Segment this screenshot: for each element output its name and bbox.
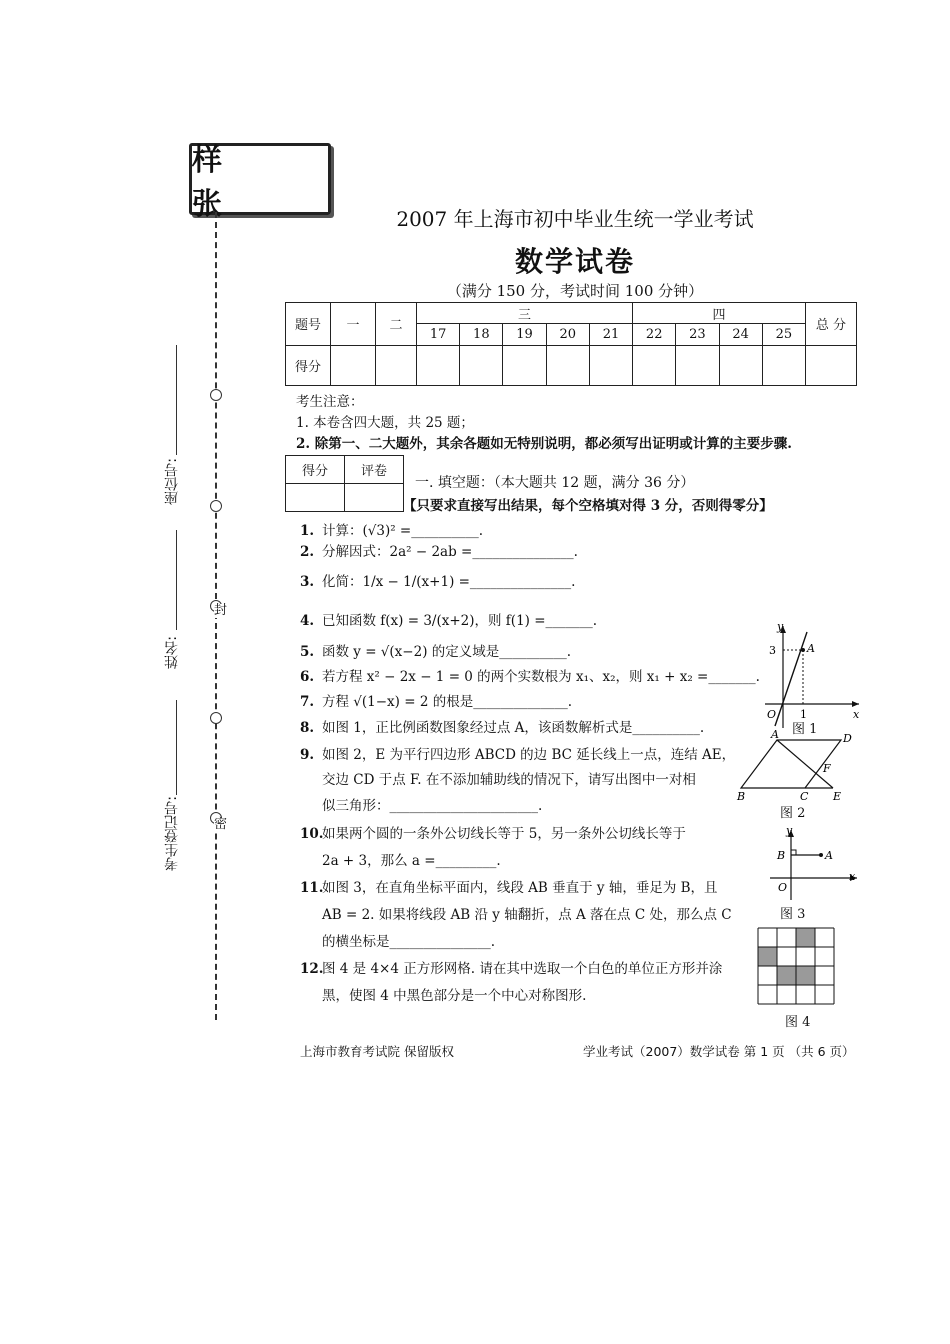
score-cell[interactable]: [806, 345, 857, 386]
point-label: E: [833, 790, 842, 802]
seal-char-mi: 密: [214, 817, 228, 832]
question-1: [300, 519, 483, 539]
question-text: 若方程 x² − 2x − 1 = 0 的两个实数根为 x₁、x₂，则 x₁ + x₂ =_______.: [322, 669, 760, 685]
question-number: 11.: [300, 880, 324, 896]
question-8: [300, 716, 704, 736]
question-6: [300, 665, 760, 685]
question-12: [300, 957, 722, 977]
grid-lines: [758, 928, 834, 1004]
score-cell[interactable]: [676, 345, 719, 386]
tick-x-label: 1: [800, 708, 807, 721]
score-cell[interactable]: [417, 345, 460, 386]
question-10: [300, 822, 686, 842]
question-number: 3.: [300, 574, 315, 590]
question-text: 如果两个圆的一条外公切线长等于 5，另一条外公切线长等于: [322, 826, 686, 842]
notes-item: 2. 除第一、二大题外，其余各题如无特别说明，都必须写出证明或计算的主要步骤.: [296, 436, 792, 452]
question-text: 方程 √(1−x) = 2 的根是______________.: [322, 694, 573, 710]
question-text: 已知函数 f(x) = 3/(x+2)，则 f(1) =_______.: [322, 613, 598, 629]
score-cell[interactable]: [719, 345, 762, 386]
question-9-cont: 似三角形：______________________.: [322, 798, 543, 814]
question-3: [300, 570, 575, 590]
question-5: [300, 640, 571, 660]
item-number: 23: [676, 324, 719, 345]
question-number: 5.: [300, 644, 315, 660]
item-number: 19: [503, 324, 546, 345]
score-cell[interactable]: [589, 345, 632, 386]
question-number: 2.: [300, 544, 315, 560]
grade-box: [285, 455, 404, 512]
point-label: C: [800, 790, 809, 802]
x-axis-arrow: [852, 701, 859, 707]
figure-1-caption: 图 1: [792, 722, 818, 737]
point-label: B: [777, 849, 786, 862]
question-number: 10.: [300, 826, 324, 842]
question-text: 计算：(√3)² =__________.: [322, 523, 484, 539]
col-one: 一: [331, 303, 376, 346]
score-table: [285, 302, 857, 386]
question-number: 8.: [300, 720, 315, 736]
score-cell[interactable]: [503, 345, 546, 386]
col-two: 二: [376, 303, 417, 346]
sample-stamp: 样 张: [189, 143, 331, 215]
question-number: 6.: [300, 669, 315, 685]
figure-2-caption: 图 2: [780, 806, 806, 821]
item-number: 25: [762, 324, 805, 345]
right-angle-mark: [791, 850, 796, 855]
footer-left: 上海市教育考试院 保留版权: [300, 1044, 454, 1059]
figure-4: [756, 926, 836, 1006]
point-label: A: [825, 849, 833, 862]
registration-label: 考生登记号:: [164, 796, 180, 871]
question-text: 如图 1，正比例函数图象经过点 A，该函数解析式是__________.: [322, 720, 705, 736]
item-number: 21: [589, 324, 632, 345]
col-three: 三: [417, 303, 633, 324]
shaded-cells: [758, 928, 815, 985]
question-number: 12.: [300, 961, 324, 977]
figure-3-caption: 图 3: [780, 907, 806, 922]
question-9-cont: 交边 CD 于点 F. 在不添加辅助线的情况下，请写出图中一对相: [322, 772, 696, 788]
row-label-score: 得分: [286, 345, 331, 386]
grade-box-score-cell[interactable]: [286, 484, 345, 512]
question-number: 4.: [300, 613, 315, 629]
point-a-label: A: [807, 642, 815, 655]
question-10-cont: 2a + 3，那么 a =_________.: [322, 853, 501, 869]
name-line: [176, 530, 177, 630]
point-a: [801, 648, 805, 652]
row-label-number: 题号: [286, 303, 331, 346]
grade-box-review-cell[interactable]: [345, 484, 404, 512]
question-11-cont: 的横坐标是_______________.: [322, 934, 496, 950]
question-text: 如图 3，在直角坐标平面内，线段 AB 垂直于 y 轴，垂足为 B，且: [322, 880, 718, 896]
point-a: [819, 853, 823, 857]
notes-heading: 考生注意：: [296, 394, 364, 410]
point-label: B: [737, 790, 746, 802]
point-label: D: [843, 732, 852, 745]
question-2: [300, 540, 578, 560]
grade-box-review-label: 评卷: [345, 456, 404, 484]
score-cell[interactable]: [376, 345, 417, 386]
shaded-cell: [796, 966, 815, 985]
shaded-cell: [758, 947, 777, 966]
question-text: 图 4 是 4×4 正方形网格. 请在其中选取一个白色的单位正方形并涂: [322, 961, 723, 977]
y-label: y: [777, 620, 784, 633]
binding-hole: [210, 389, 222, 401]
registration-line: [176, 700, 177, 795]
score-cell[interactable]: [460, 345, 503, 386]
seat-number-label: 座位号:: [164, 458, 180, 505]
figure-2: [735, 730, 855, 802]
shaded-cell: [777, 966, 796, 985]
score-cell[interactable]: [546, 345, 589, 386]
col-total: 总 分: [806, 303, 857, 346]
col-four: 四: [633, 303, 806, 324]
exam-title: 2007 年上海市初中毕业生统一学业考试: [396, 207, 754, 231]
seal-char-feng: 封: [214, 603, 228, 618]
question-text: 分解因式：2a² − 2ab =_______________.: [322, 544, 578, 560]
seat-number-line: [176, 345, 177, 455]
section-title: 一. 填空题：（本大题共 12 题，满分 36 分）: [415, 475, 695, 491]
origin-label: O: [778, 881, 788, 894]
x-label: x: [853, 708, 860, 721]
score-cell[interactable]: [762, 345, 805, 386]
grade-box-score-label: 得分: [286, 456, 345, 484]
question-7: [300, 690, 572, 710]
point-label: F: [823, 762, 831, 775]
notes-item: 1. 本卷含四大题，共 25 题；: [296, 415, 474, 431]
score-cell[interactable]: [633, 345, 676, 386]
binding-hole: [210, 712, 222, 724]
tick-y-label: 3: [769, 644, 776, 657]
question-text: 化简：1/x − 1/(x+1) =_______________.: [322, 574, 576, 590]
figure-3: [765, 822, 860, 904]
binding-hole: [210, 500, 222, 512]
exam-subtitle: （满分 150 分，考试时间 100 分钟）: [446, 282, 704, 300]
question-11-cont: AB = 2. 如果将线段 AB 沿 y 轴翻折，点 A 落在点 C 处，那么点 C: [322, 907, 732, 923]
figure-4-caption: 图 4: [785, 1015, 811, 1030]
paper-title: 数学试卷: [514, 245, 635, 278]
point-label: A: [771, 730, 779, 741]
question-11: [300, 876, 718, 896]
x-label: x: [849, 870, 856, 883]
name-label: 姓名:: [164, 636, 180, 669]
score-cell[interactable]: [331, 345, 376, 386]
question-9: [300, 743, 735, 763]
origin-label: O: [767, 708, 777, 721]
shaded-cell: [796, 928, 815, 947]
question-12-cont: 黑，使图 4 中黑色部分是一个中心对称图形.: [322, 988, 587, 1004]
y-label: y: [786, 824, 793, 837]
question-4: [300, 609, 597, 629]
item-number: 18: [460, 324, 503, 345]
item-number: 22: [633, 324, 676, 345]
question-text: 函数 y = √(x−2) 的定义域是__________.: [322, 644, 572, 660]
item-number: 24: [719, 324, 762, 345]
question-number: 7.: [300, 694, 315, 710]
section-instruction: 【只要求直接写出结果，每个空格填对得 3 分，否则得零分】: [403, 498, 773, 514]
question-number: 9.: [300, 747, 315, 763]
question-text: 如图 2，E 为平行四边形 ABCD 的边 BC 延长线上一点，连结 AE，: [322, 747, 736, 763]
question-number: 1.: [300, 523, 315, 539]
item-number: 20: [546, 324, 589, 345]
item-number: 17: [417, 324, 460, 345]
footer-right: 学业考试（2007）数学试卷 第 1 页 （共 6 页）: [583, 1044, 855, 1059]
